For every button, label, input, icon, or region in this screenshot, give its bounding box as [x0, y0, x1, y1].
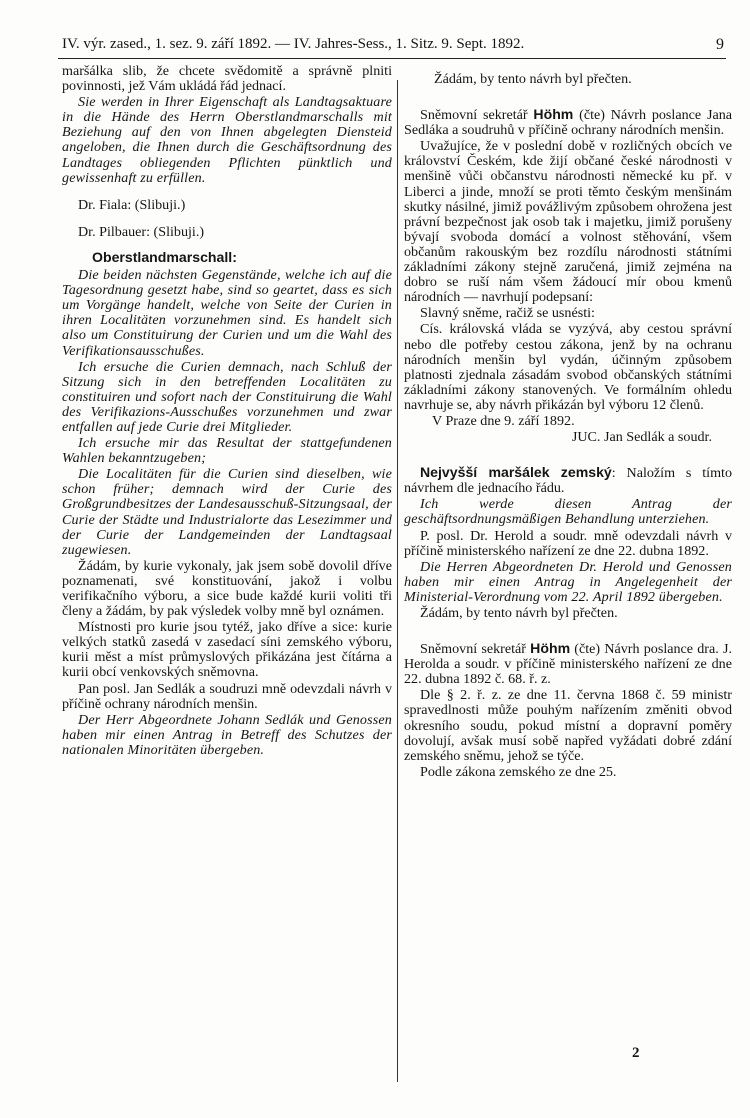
paragraph: Pan posl. Jan Sedlák a soudruzi mně odevzdali návrh v příčině ochrany národních menšin.	[62, 680, 392, 712]
speaker-name: Nejvyšší maršálek zemský	[420, 464, 612, 481]
speaker-name: Dr. Pilbauer	[78, 223, 147, 240]
paragraph: Žádám, by kurie vykonaly, jak jsem sobě dovolil dříve poznamenati, své konstituování, jakož i volbu verifikačního výboru, a sice bude každé kurii voliti tři členy a žádám, by pak výsledek volby mně byl oznámen.	[62, 557, 392, 620]
paragraph: Žádám, by tento návrh byl přečten.	[434, 71, 632, 87]
paragraph-german: Ich werde diesen Antrag der geschäftsordnungsmäßigen Behandlung unterziehen.	[404, 496, 732, 528]
paragraph-german: Ich ersuche mir das Resultat der stattgefundenen Wahlen bekanntzugeben;	[62, 435, 392, 467]
statement-text: (čte) Návrh poslance dra. J. Herolda a soudr. v příčině ministerského nařízení ze dne 22. dubna 1892 č. 68. ř. z.	[404, 641, 732, 688]
page-header	[58, 36, 726, 59]
speaker-name: Höhm	[533, 106, 574, 123]
paragraph: Dle § 2. ř. z. ze dne 11. června 1868 č. 59 ministr spravedlnosti může pouhým nařízením změniti obvod okresního soudu, pokud místní a dopravní poměry dovolují, avšak musí sobě napřed vyžádati dobré zdání zemského sněmu, jehož se týče.	[404, 687, 732, 764]
paragraph: Místnosti pro kurie jsou tytéž, jako dříve a sice: kurie velkých statků zasedá v zasedací síni zemského výboru, kurii měst a míst průmyslových přikázána jest čítárna a kurii obcí venkovských sněmovna.	[62, 619, 392, 681]
left-column	[62, 64, 392, 759]
paragraph: Cís. královská vláda se vyzývá, aby cestou správní nebo dle potřeby cestou zákona, jenž by na ochranu národních menšin byl vydán, účinným způsobem platnosti zjednala zásadám svobod občanských státními základními zákony stanovených. Ve formálním ohledu navrhuje se, aby návrh přikázán byl výboru 12 členů.	[404, 321, 732, 413]
statement-fiala	[62, 198, 392, 213]
speaker-heading: Oberstlandmarschall:	[92, 248, 237, 265]
paragraph: Slavný sněme, račiž se usnésti:	[420, 305, 595, 322]
statement-text: (čte) Návrh poslance Jana Sedláka a soudruhů v příčině ochrany národních menšin.	[404, 107, 732, 139]
page-number: 9	[716, 36, 724, 53]
paragraph: maršálka slib, že chcete svědomitě a správně plniti povinnosti, jež Vám ukládá řád jednací.	[62, 63, 392, 95]
paragraph-german: Die beiden nächsten Gegenstände, welche ich auf die Tagesordnung gesetzt habe, sind so geartet, dass es sich um Vorgänge handelt, welche von Seite der Curien in ihren Localitäten vorzunehmen sind. Es handelt sich also um Constituirung der Curien und um die Wahl des Verifikationsausschußes.	[62, 267, 392, 359]
paragraph-german: Sie werden in Ihrer Eigenschaft als Landtagsaktuare in die Hände des Herrn Oberstlandmarschalls mit Beziehung auf den von Ihnen abgelegten Diensteid angeloben, die Ihnen durch die Geschäftsordnung des Landtages obliegenden Pflichten pünktlich und gewissenhaft zu erfüllen.	[62, 94, 392, 186]
reading-heading	[404, 641, 732, 687]
speaker-name: Höhm	[530, 640, 571, 657]
right-column	[404, 64, 732, 781]
paragraph-german: Die Herren Abgeordneten Dr. Herold und Genossen haben mir einen Antrag in Angelegenheit der Ministerial-Verordnung vom 22. April 1892 übergeben.	[404, 558, 732, 605]
role-label: Sněmovní sekretář	[420, 641, 531, 658]
running-title: IV. výr. zased., 1. sez. 9. září 1892. — IV. Jahres-Sess., 1. Sitz. 9. Sept. 1892.	[62, 36, 525, 52]
paragraph: P. posl. Dr. Herold a soudr. mně odevzdali návrh v příčině ministerského nařízení ze dne 22. dubna 1892.	[404, 527, 732, 559]
statement-text: : Naložím s tímto návrhem dle jednacího řádu.	[404, 465, 732, 497]
signature-mark: 2	[632, 1045, 640, 1061]
date-line: V Praze dne 9. září 1892.	[432, 412, 575, 429]
paragraph: Uvažujíce, že v poslední době v rozličných obcích ve království Českém, kde žijí občané české národnosti v menšině vůči občanstvu národnosti německé ku př. v Liberci a jinde, množí se proti těmto českým menšinám skutky násilné, jimiž povážlivým způsobem ohrožena jest právní bezpečnost jak osob tak i majetku, jimiž porušeny bývají svoboda domácí a volnost stěhování, všem občanům rakouským bez rozdílu národnosti státními základními zákony stejně zaručená, jimiž zejména na dobro se ruší nám všem žádoucí mír obou kmenů národních — navrhují podepsaní:	[404, 138, 732, 306]
statement-text: : (Slibuji.)	[127, 196, 186, 213]
reading-heading	[404, 107, 732, 138]
role-label: Sněmovní sekretář	[420, 107, 534, 124]
paragraph-german: Der Herr Abgeordnete Johann Sedlák und Genossen haben mir einen Antrag in Betreff des Schutzes der nationalen Minoritäten übergeben.	[62, 711, 392, 758]
signature-line: JUC. Jan Sedlák a soudr.	[571, 429, 712, 446]
statement-marshal	[404, 465, 732, 496]
paragraph-german: Ich ersuche die Curien demnach, nach Schluß der Sitzung sich in den betreffenden Localitäten zu constituiren und sofort nach der Constituirung die Wahl des Verifikazions-Ausschußes vorzunehmen und zwar entfallen auf jede Curie drei Mitglieder.	[62, 358, 392, 435]
paragraph: Žádám, by tento návrh byl přečten.	[420, 605, 618, 621]
column-divider	[397, 80, 398, 1082]
paragraph-german: Die Localitäten für die Curien sind dieselben, wie schon früher; demnach wird der Curie des Großgrundbesitzes der Landesausschuß-Sitzungsaal, der Curie der Städte und Industrialorte das Lesezimmer und der Curie der Landgemeinden der Landtagsaal zugewiesen.	[62, 466, 392, 558]
statement-text: : (Slibuji.)	[146, 223, 205, 240]
speaker-name: Dr. Fiala	[78, 196, 128, 213]
statement-pilbauer	[62, 225, 392, 240]
paragraph: Podle zákona zemského ze dne 25.	[420, 763, 617, 780]
